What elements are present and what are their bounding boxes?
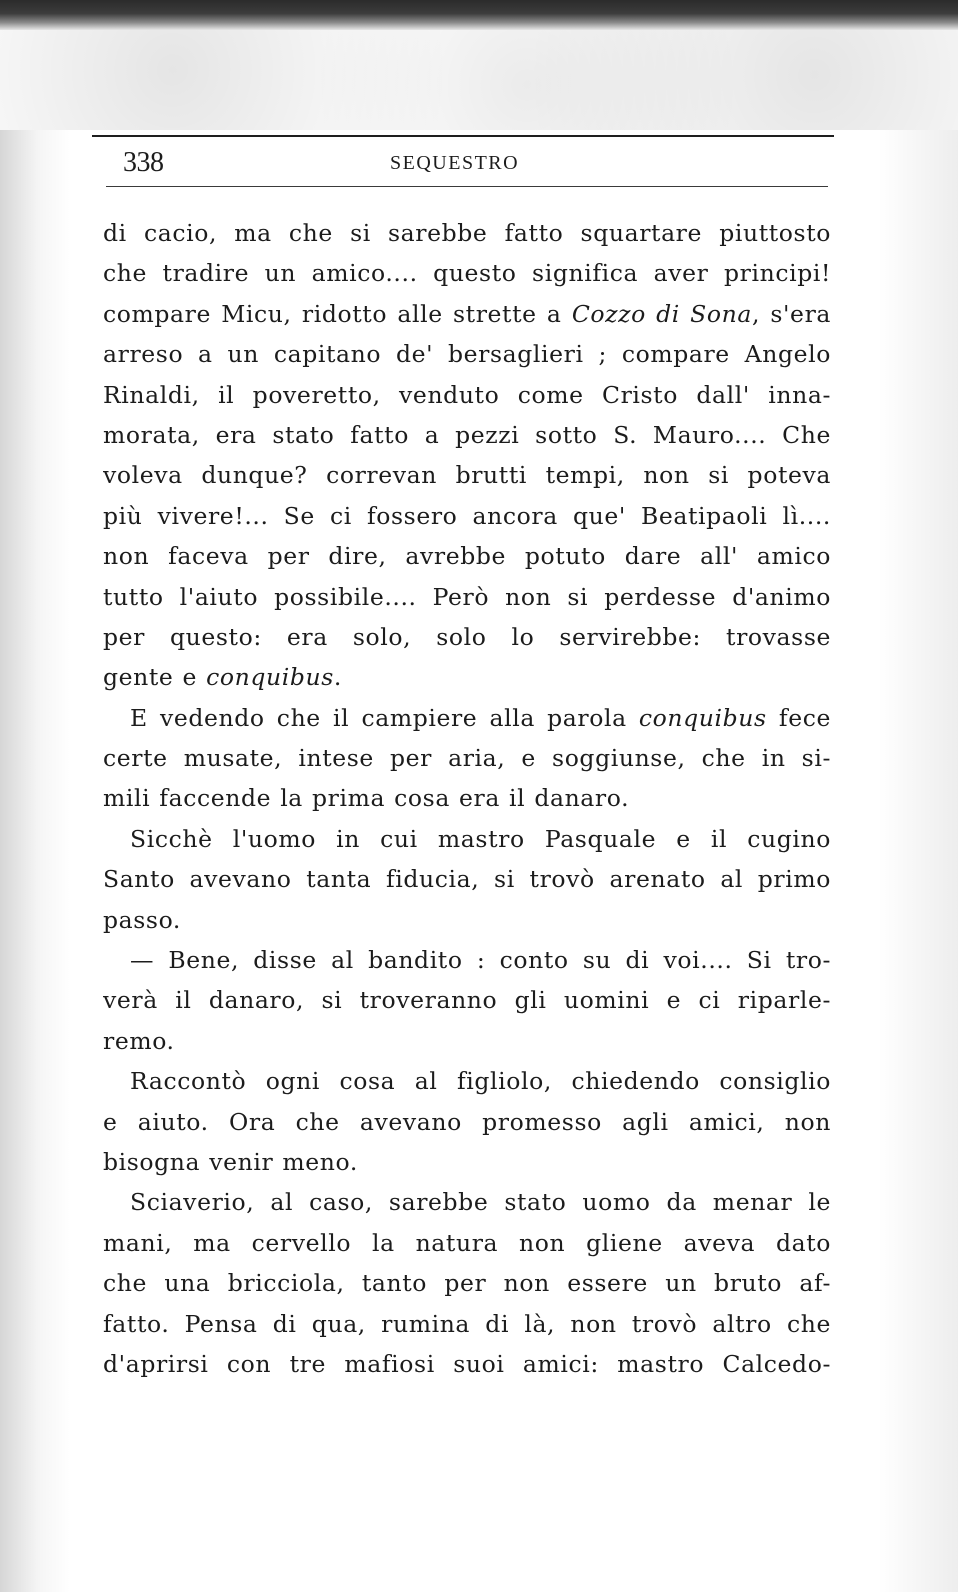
text-line: e aiuto. Ora che avevano promesso agli amici, non (103, 1107, 831, 1136)
text-line: morata, era stato fatto a pezzi sotto S. Mauro.... Che (103, 420, 831, 449)
text-line: che una bricciola, tanto per non essere un bruto af- (103, 1269, 831, 1298)
text-segment: fece (766, 703, 831, 732)
text-line: mani, ma cervello la natura non gliene aveva dato (103, 1228, 831, 1257)
text-line: per questo: era solo, solo lo servirebbe: trovasse (103, 622, 831, 651)
text-line: fatto. Pensa di qua, rumina di là, non trovò altro che (103, 1309, 831, 1338)
scan-right-edge (878, 130, 958, 1592)
text-line: Sicchè l'uomo in cui mastro Pasquale e il cugino (130, 824, 831, 853)
text-line: mili faccende la prima cosa era il danaro. (103, 784, 630, 813)
text-segment: E vedendo che il campiere alla parola (130, 703, 639, 732)
text-line: remo. (103, 1026, 175, 1055)
text-line (103, 698, 831, 738)
text-line: Sciaverio, al caso, sarebbe stato uomo da menar le (130, 1188, 831, 1217)
text-line: — Bene, disse al bandito : conto su di voi.... Si tro- (130, 946, 831, 975)
text-segment: , s'era (751, 299, 831, 328)
text-line: tutto l'aiuto possibile.... Però non si perdesse d'animo (103, 582, 831, 611)
text-line: Rinaldi, il poveretto, venduto come Cristo dall' inna- (103, 380, 831, 409)
text-line: voleva dunque? correvan brutti tempi, non si poteva (103, 461, 831, 490)
header-rule-top (92, 135, 834, 137)
scan-top-edge (0, 0, 958, 30)
text-line: Raccontò ogni cosa al figliolo, chiedendo consiglio (130, 1067, 831, 1096)
text-line: verà il danaro, si troveranno gli uomini e ci riparle- (103, 986, 831, 1015)
header-rule-bottom (106, 186, 828, 187)
italic-term: conquibus (638, 703, 767, 732)
text-line: certe musate, intese per aria, e soggiunse, che in si- (103, 744, 831, 773)
text-segment: gente e (103, 663, 207, 692)
text-line: non faceva per dire, avrebbe potuto dare all' amico (103, 542, 831, 571)
text-segment: . (333, 663, 342, 692)
text-line: bisogna venir meno. (103, 1147, 358, 1176)
text-line: Santo avevano tanta fiducia, si trovò arenato al primo (103, 865, 831, 894)
text-segment: compare Micu, ridotto alle strette a (103, 299, 572, 328)
body-text (103, 213, 831, 1384)
scan-left-edge (0, 130, 70, 1592)
running-title: SEQUESTRO (390, 152, 520, 174)
text-line: d'aprirsi con tre mafiosi suoi amici: mastro Calcedo- (103, 1349, 831, 1378)
text-line (103, 294, 831, 334)
page-number: 338 (123, 147, 164, 178)
text-line: che tradire un amico.... questo significa aver principi! (103, 259, 831, 288)
scan-speckle-band (0, 30, 958, 130)
text-line: più vivere!... Se ci fossero ancora que' Beatipaoli lì.... (103, 501, 831, 530)
italic-term: Cozzo di Sona (571, 299, 752, 328)
text-line: passo. (103, 905, 181, 934)
text-line: di cacio, ma che si sarebbe fatto squartare piuttosto (103, 219, 831, 247)
italic-term: conquibus (206, 663, 334, 692)
text-line: arreso a un capitano de' bersaglieri ; compare Angelo (103, 340, 831, 369)
text-line (103, 657, 831, 697)
